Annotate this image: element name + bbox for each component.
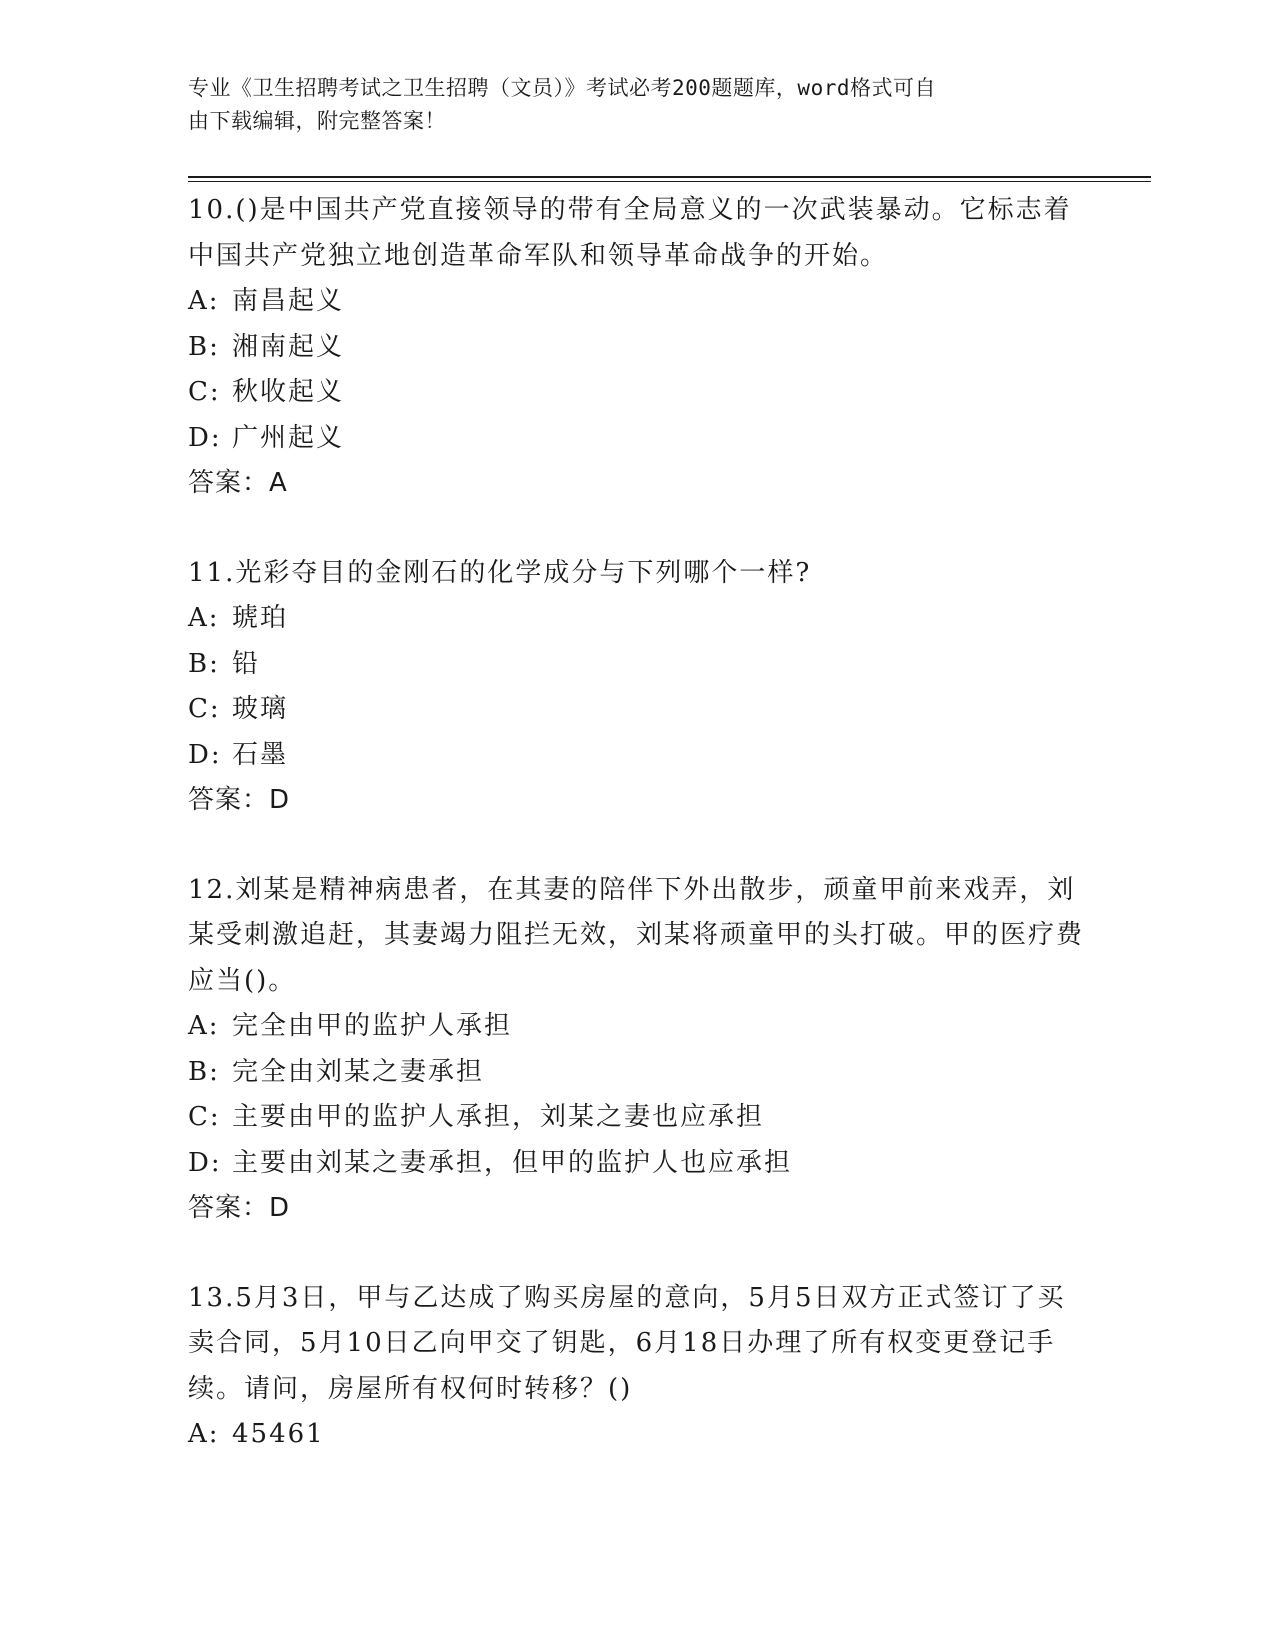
option-text: 湘南起义 bbox=[232, 331, 345, 362]
option-text: 主要由甲的监护人承担，刘某之妻也应承担 bbox=[232, 1102, 765, 1132]
option-key: B: bbox=[188, 331, 220, 362]
answer-line: 答案：A bbox=[188, 468, 288, 498]
option-d bbox=[188, 416, 1088, 462]
option-c bbox=[188, 687, 1088, 733]
option-text: 秋收起义 bbox=[232, 377, 345, 407]
option-a bbox=[188, 596, 1088, 642]
option-a bbox=[188, 279, 1088, 325]
option-key: A: bbox=[188, 1011, 220, 1041]
option-key: D: bbox=[188, 739, 222, 770]
option-text: 完全由刘某之妻承担 bbox=[232, 1056, 485, 1087]
question-11 bbox=[188, 551, 1088, 824]
option-text: 石墨 bbox=[232, 739, 289, 770]
header-line-2: 由下载编辑，附完整答案！ bbox=[188, 109, 446, 133]
option-text: 主要由刘某之妻承担，但甲的监护人也应承担 bbox=[232, 1147, 793, 1178]
option-text: 45461 bbox=[232, 1419, 325, 1449]
question-text: 11.光彩夺目的金刚石的化学成分与下列哪个一样? bbox=[188, 557, 812, 588]
option-text: 完全由甲的监护人承担 bbox=[232, 1011, 513, 1041]
option-key: A: bbox=[188, 603, 220, 633]
option-key: C: bbox=[188, 377, 221, 407]
option-key: A: bbox=[188, 286, 220, 316]
option-key: C: bbox=[188, 1102, 221, 1132]
option-b bbox=[188, 1050, 1088, 1096]
option-key: B: bbox=[188, 1056, 220, 1087]
option-a bbox=[188, 1412, 1088, 1458]
option-text: 琥珀 bbox=[232, 603, 289, 633]
option-d bbox=[188, 1141, 1088, 1187]
option-c bbox=[188, 370, 1088, 416]
question-text: 12.刘某是精神病患者，在其妻的陪伴下外出散步，顽童甲前来戏弄，刘某受刺激追赶，其妻竭力阻拦无效，刘某将顽童甲的头打破。甲的医疗费应当()。 bbox=[188, 874, 1085, 996]
answer-line: 答案：D bbox=[188, 785, 291, 815]
option-text: 南昌起义 bbox=[232, 286, 345, 316]
option-text: 玻璃 bbox=[232, 694, 289, 724]
option-b bbox=[188, 325, 1088, 371]
question-text: 10.()是中国共产党直接领导的带有全局意义的一次武装暴动。它标志着中国共产党独立地创造革命军队和领导革命战争的开始。 bbox=[188, 195, 1072, 271]
header-divider-thin bbox=[188, 181, 1151, 182]
option-key: D: bbox=[188, 422, 222, 453]
option-d bbox=[188, 733, 1088, 779]
option-key: A: bbox=[188, 1419, 220, 1449]
question-list bbox=[188, 188, 1088, 1502]
document-header bbox=[188, 72, 1068, 138]
option-text: 铅 bbox=[232, 648, 261, 679]
question-12 bbox=[188, 868, 1088, 1232]
answer-line: 答案：D bbox=[188, 1193, 291, 1223]
header-divider-thick bbox=[188, 176, 1151, 178]
option-key: C: bbox=[188, 694, 221, 724]
question-text: 13.5月3日，甲与乙达成了购买房屋的意向，5月5日双方正式签订了买卖合同，5月10日乙向甲交了钥匙，6月18日办理了所有权变更登记手续。请问，房屋所有权何时转移？() bbox=[188, 1282, 1066, 1404]
question-10 bbox=[188, 188, 1088, 507]
question-13 bbox=[188, 1276, 1088, 1458]
option-key: B: bbox=[188, 648, 220, 679]
option-text: 广州起义 bbox=[232, 422, 345, 453]
option-key: D: bbox=[188, 1147, 222, 1178]
option-c bbox=[188, 1095, 1088, 1141]
header-line-1: 专业《卫生招聘考试之卫生招聘（文员）》考试必考200题题库，word格式可自 bbox=[188, 76, 936, 100]
option-b bbox=[188, 642, 1088, 688]
option-a bbox=[188, 1004, 1088, 1050]
